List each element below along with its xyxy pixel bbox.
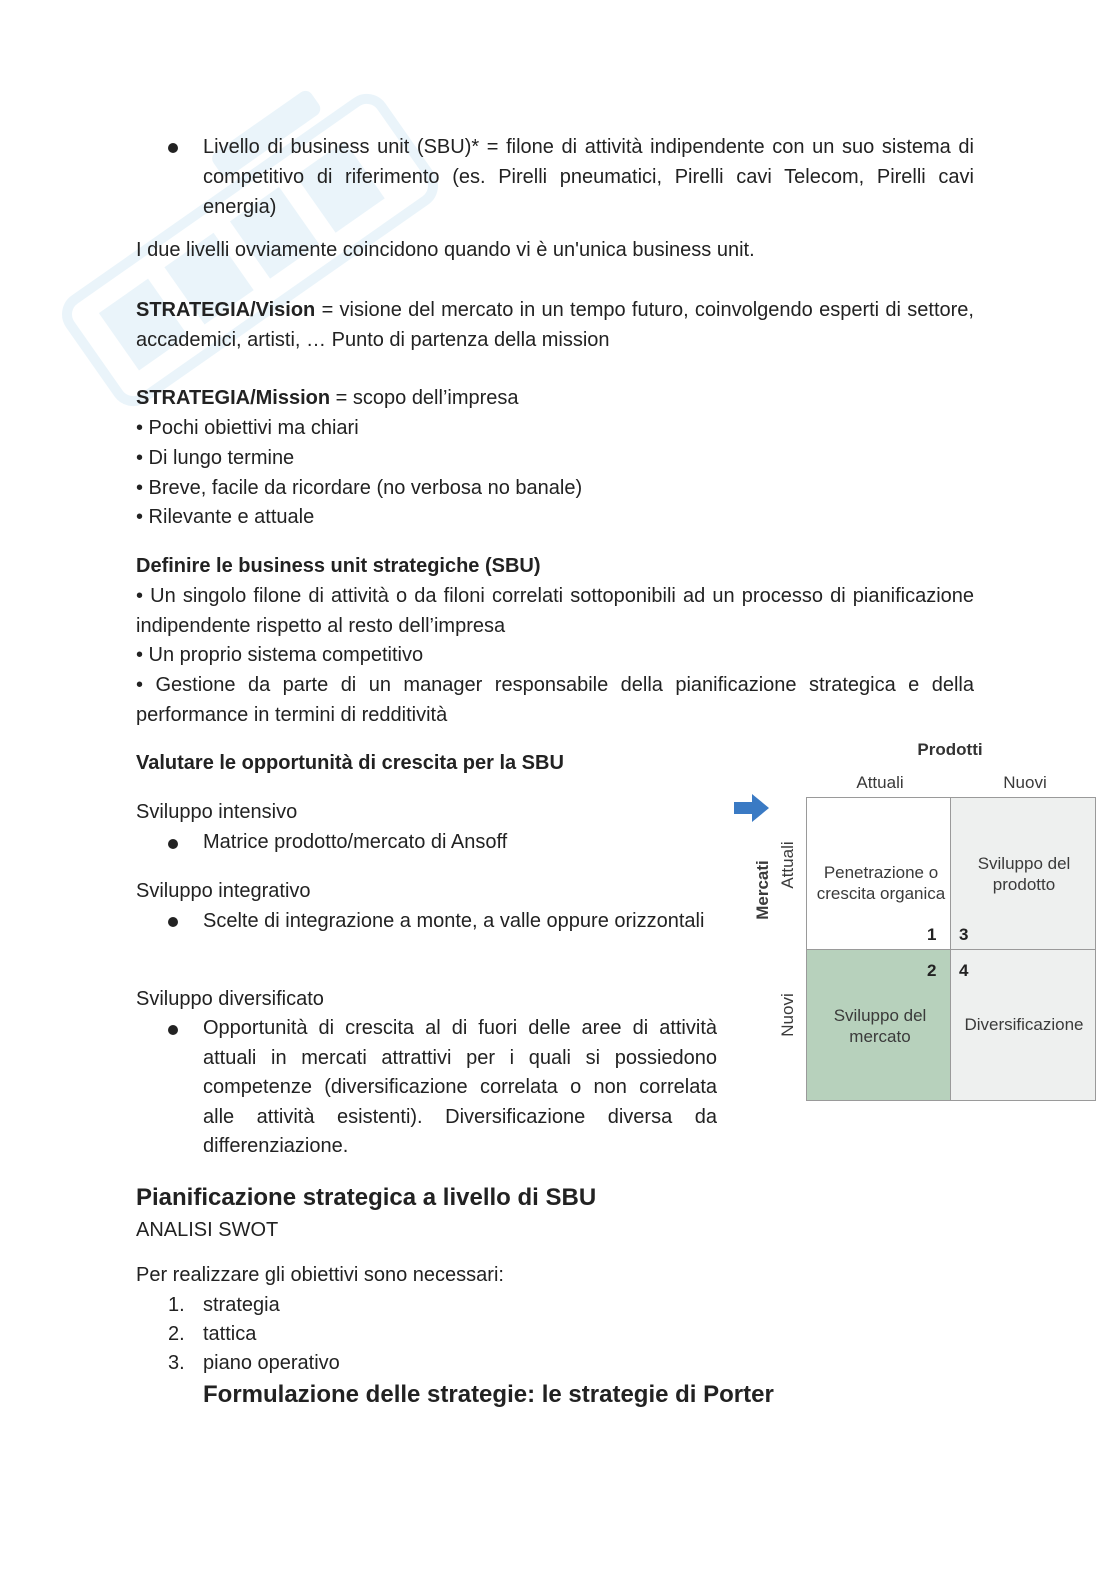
sbu-def-item: • Gestione da parte di un manager responsabile della pianificazione strategica e della performance in termini di redditività	[136, 674, 974, 726]
cell-2-number: 2	[927, 961, 937, 980]
sbu-planning-title: Pianificazione strategica a livello di SBU	[136, 1184, 597, 1211]
coincide-line: I due livelli ovviamente coincidono quando vi è un'unica business unit.	[136, 239, 755, 261]
list-item: tattica	[203, 1323, 257, 1345]
matrix-cell-4	[950, 949, 1096, 1101]
diversified-label: Sviluppo diversificato	[136, 988, 324, 1010]
matrix-cell-2	[806, 949, 952, 1101]
list-number: 1.	[168, 1294, 185, 1316]
cell-4-label: Diversificazione	[964, 1015, 1084, 1034]
products-label: Prodotti	[917, 740, 983, 759]
row-new-label: Nuovi	[778, 993, 797, 1037]
sbu-def-item: • Un singolo filone di attività o da filoni correlati sottoponibili ad un processo di pianificazione indipendente rispetto al resto dell’impresa	[136, 585, 974, 637]
diversified-bullet: Opportunità di crescita al di fuori delle aree di attività attuali in mercati attrattivi per i quali si possiedono competenze (diversificazione correlata o non correlata alle attività esistenti). Diversificazione diversa da differenziazione.	[203, 1017, 717, 1157]
mission-label: STRATEGIA/Mission	[136, 387, 331, 409]
col-current-label: Attuali	[856, 773, 904, 792]
row-current-label: Attuali	[778, 841, 797, 889]
sbu-def-item: • Un proprio sistema competitivo	[136, 644, 424, 666]
vision-paragraph	[136, 295, 974, 355]
cell-4-number: 4	[959, 961, 969, 980]
cell-3-label: Sviluppo del prodotto	[977, 854, 1071, 894]
cell-2-label: Sviluppo del mercato	[833, 1006, 927, 1046]
markets-label: Mercati	[753, 860, 772, 920]
integrative-label: Sviluppo integrativo	[136, 880, 311, 902]
mission-item: • Di lungo termine	[136, 447, 295, 469]
sbu-def-title: Definire le business unit strategiche (SBU)	[136, 555, 541, 577]
swot-label: ANALISI SWOT	[136, 1219, 279, 1241]
mission-item: • Pochi obiettivi ma chiari	[136, 417, 359, 439]
bullet-dot	[168, 839, 178, 849]
matrix-cell-1	[806, 797, 952, 951]
porter-title: Formulazione delle strategie: le strategie di Porter	[203, 1381, 774, 1408]
vision-label: STRATEGIA/Vision	[136, 299, 316, 321]
mission-text: = scopo dell’impresa	[330, 387, 519, 409]
bullet-dot	[168, 143, 178, 153]
mission-item: • Breve, facile da ricordare (no verbosa no banale)	[136, 477, 583, 499]
intensive-bullet: Matrice prodotto/mercato di Ansoff	[203, 831, 508, 853]
sbu-level-bullet: Livello di business unit (SBU)* = filone di attività indipendente con un suo sistema di competitivo di riferimento (es. Pirelli pneumatici, Pirelli cavi Telecom, Pirelli cavi energia)	[203, 136, 974, 218]
vision-text: = visione del mercato in un tempo futuro, coinvolgendo esperti di settore, accademici, artisti, … Punto di partenza della mission	[136, 299, 974, 351]
cell-3-number: 3	[959, 925, 969, 944]
list-item: strategia	[203, 1294, 280, 1316]
mission-heading	[136, 383, 974, 413]
mission-item: • Rilevante e attuale	[136, 506, 315, 528]
list-item: piano operativo	[203, 1352, 340, 1374]
planning-intro: Per realizzare gli obiettivi sono necessari:	[136, 1264, 504, 1286]
bullet-dot	[168, 1025, 178, 1035]
cell-1-label: Penetrazione o crescita organica	[816, 863, 946, 903]
intensive-label: Sviluppo intensivo	[136, 801, 298, 823]
list-number: 2.	[168, 1323, 185, 1345]
integrative-bullet: Scelte di integrazione a monte, a valle oppure orizzontali	[203, 910, 705, 932]
col-new-label: Nuovi	[1003, 773, 1047, 792]
growth-title: Valutare le opportunità di crescita per la SBU	[136, 752, 564, 774]
list-number: 3.	[168, 1352, 185, 1374]
cell-1-number: 1	[927, 925, 937, 944]
arrow-right-icon	[734, 793, 770, 823]
bullet-dot	[168, 917, 178, 927]
matrix-cell-3	[950, 797, 1096, 951]
ansoff-matrix	[730, 735, 1100, 1115]
